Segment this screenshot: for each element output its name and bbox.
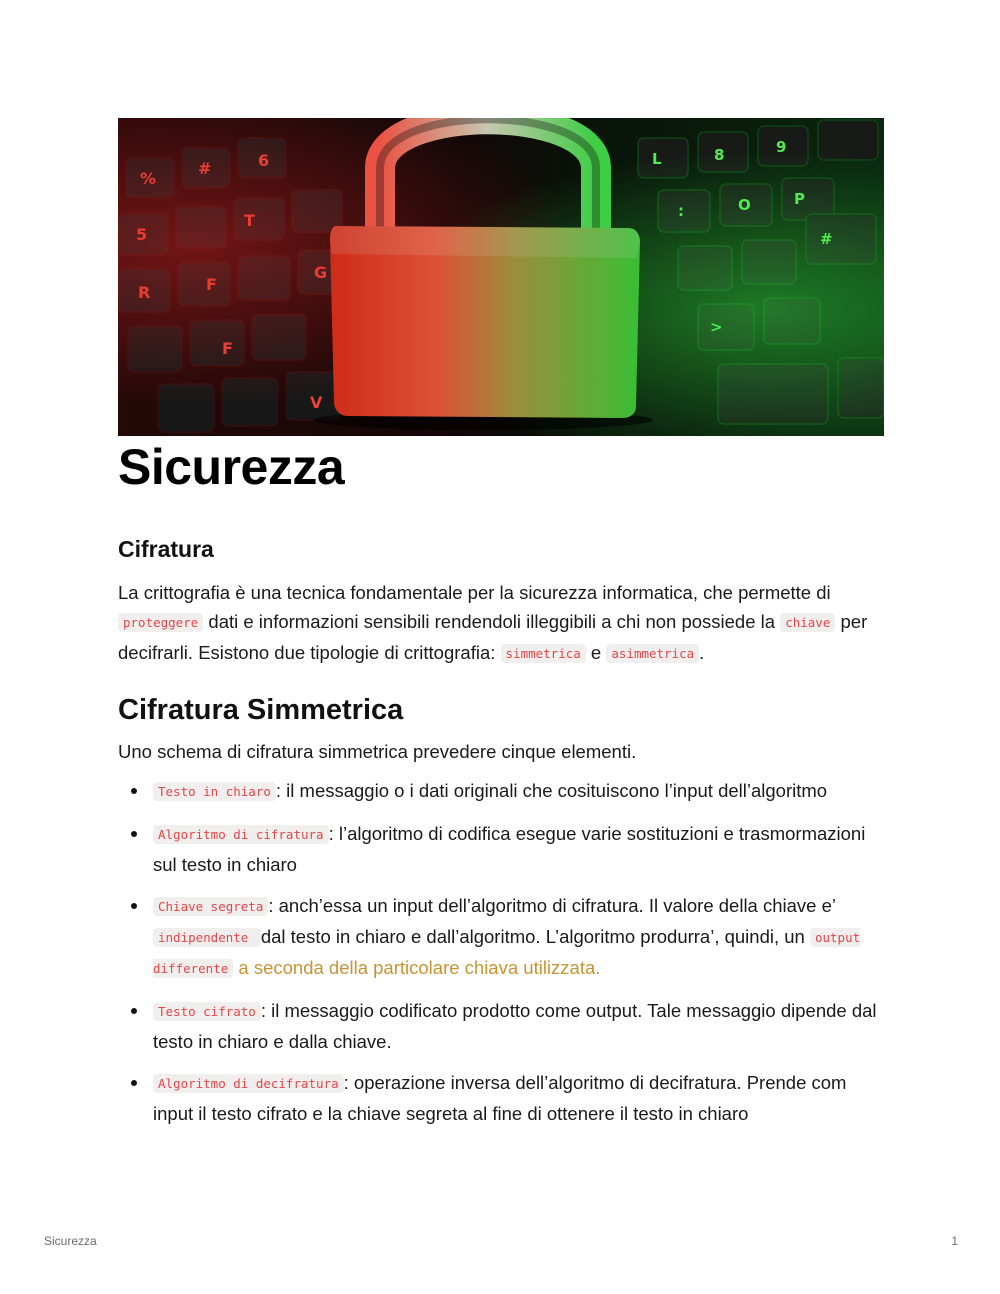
page-title: Sicurezza (118, 439, 345, 495)
list-item-text: : operazione inversa dell’algoritmo di decifratura. Prende com input il testo cifrato e la chiave segreta al fine di ottenere il testo in chiaro (153, 1072, 847, 1124)
inline-code: output differente (153, 930, 861, 976)
list-item-text: dal testo in chiaro e dall’algoritmo. L’algoritmo produrra’, quindi, un (260, 926, 810, 947)
text-run: e (585, 642, 607, 663)
inline-code: Algoritmo di cifratura (153, 825, 329, 844)
section-heading-cifratura: Cifratura (118, 536, 214, 562)
list-item-text: : il messaggio o i dati originali che cosituiscono l’input dell’algoritmo (275, 780, 828, 801)
list-item (153, 891, 884, 984)
list-item-text: : l’algoritmo di codifica esegue varie sostituzioni e trasmormazioni sul testo in chiaro (153, 823, 866, 875)
page-number: 1 (951, 1234, 958, 1248)
list-item-text: : il messaggio codificato prodotto come output. Tale messaggio dipende dal testo in chiaro e dalla chiave. (153, 1000, 877, 1052)
inline-code: Testo in chiaro (153, 782, 276, 801)
simmetrica-intro: Uno schema di cifratura simmetrica prevedere cinque elementi. (118, 741, 637, 762)
inline-code: simmetrica (501, 644, 586, 663)
inline-code: chiave (780, 613, 835, 632)
highlighted-text: a seconda della particolare chiava utilizzata. (238, 957, 601, 978)
footer-title: Sicurezza (44, 1234, 97, 1248)
list-item (153, 1068, 884, 1128)
page-content (118, 532, 884, 1140)
text-run: La crittografia è una tecnica fondamentale per la sicurezza informatica, che permette di (118, 582, 831, 603)
inline-code: proteggere (118, 613, 203, 632)
inline-code: Algoritmo di decifratura (153, 1074, 344, 1093)
cover-image (118, 118, 884, 436)
inline-code: Chiave segreta (153, 897, 268, 916)
list-item (153, 819, 884, 879)
list-item-text: : anch’essa un input dell’algoritmo di cifratura. Il valore della chiave e’ (268, 895, 836, 916)
text-run: . (699, 642, 705, 663)
cifratura-paragraph (118, 578, 884, 669)
inline-code: asimmetrica (606, 644, 699, 663)
list-item (153, 996, 884, 1056)
section-heading-simmetrica: Cifratura Simmetrica (118, 694, 404, 726)
text-run: per decifrarli. Esistono due tipologie di crittografia: (118, 611, 868, 663)
elements-list (118, 776, 884, 1128)
inline-code: indipendente (153, 928, 261, 947)
list-item (153, 776, 884, 807)
inline-code: Testo cifrato (153, 1002, 261, 1021)
text-run: dati e informazioni sensibili rendendoli illeggibili a chi non possiede la (203, 611, 781, 632)
